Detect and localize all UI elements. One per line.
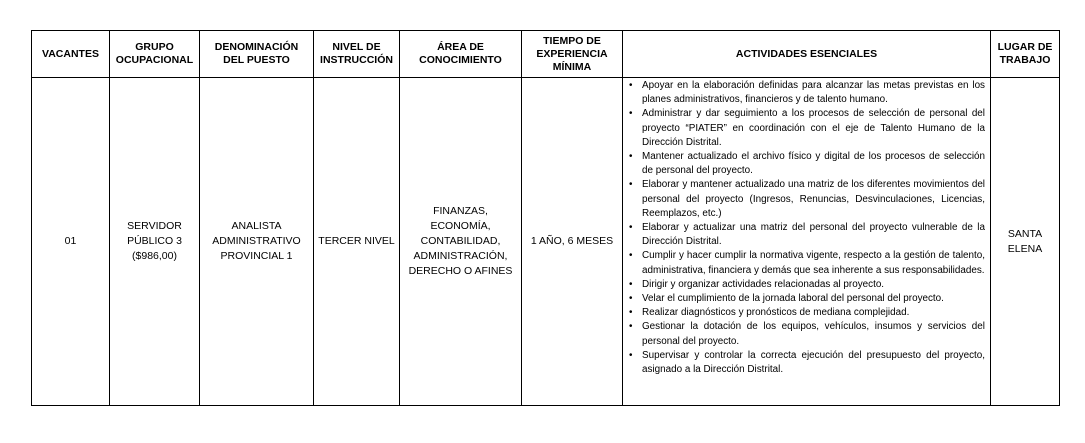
activity-item: • Dirigir y organizar actividades relacionadas al proyecto. (627, 278, 985, 292)
activity-item: • Elaborar y mantener actualizado una matriz de los diferentes movimientos del personal del proyecto (Ingresos, Renuncias, Desvinculaciones, Licencias, Reemplazos, etc.) (627, 178, 985, 221)
activities-list (627, 79, 985, 377)
job-vacancy-table (31, 30, 1060, 406)
activity-item: • Elaborar y actualizar una matriz del personal del proyecto vulnerable de la Dirección Distrital. (627, 221, 985, 249)
header-vacantes: VACANTES (32, 31, 110, 78)
cell-lugar-trabajo: SANTA ELENA (991, 78, 1060, 406)
header-lugar-trabajo: LUGAR DE TRABAJO (991, 31, 1060, 78)
header-row (32, 31, 1060, 78)
header-tiempo-experiencia: TIEMPO DE EXPERIENCIA MÍNIMA (522, 31, 623, 78)
header-grupo-ocupacional: GRUPO OCUPACIONAL (110, 31, 200, 78)
activity-item: • Cumplir y hacer cumplir la normativa vigente, respecto a la gestión de talento, administrativa, financiera y demás que sea inherente a sus responsabilidades. (627, 249, 985, 277)
activity-item: • Mantener actualizado el archivo físico y digital de los procesos de selección de personal del proyecto. (627, 150, 985, 178)
activity-item: • Gestionar la dotación de los equipos, vehículos, insumos y servicios del personal del proyecto. (627, 320, 985, 348)
header-nivel-instruccion: NIVEL DE INSTRUCCIÓN (314, 31, 400, 78)
activity-item: • Apoyar en la elaboración definidas para alcanzar las metas previstas en los planes administrativos, financieros y de talento humano. (627, 79, 985, 107)
table-row (32, 78, 1060, 406)
activity-item: • Administrar y dar seguimiento a los procesos de selección de personal del proyecto “PIATER” en coordinación con el eje de Talento Humano de la Dirección Distrital. (627, 107, 985, 150)
activity-item: • Velar el cumplimiento de la jornada laboral del personal del proyecto. (627, 292, 985, 306)
header-area-conocimiento: ÁREA DE CONOCIMIENTO (400, 31, 522, 78)
activity-item: • Realizar diagnósticos y pronósticos de mediana complejidad. (627, 306, 985, 320)
cell-nivel-instruccion: TERCER NIVEL (314, 78, 400, 406)
cell-tiempo-experiencia: 1 AÑO, 6 MESES (522, 78, 623, 406)
activity-item: • Supervisar y controlar la correcta ejecución del presupuesto del proyecto, asignado a la Dirección Distrital. (627, 349, 985, 377)
header-actividades: ACTIVIDADES ESENCIALES (623, 31, 991, 78)
cell-vacantes: 01 (32, 78, 110, 406)
cell-grupo-ocupacional: SERVIDOR PÚBLICO 3 ($986,00) (110, 78, 200, 406)
cell-area-conocimiento: FINANZAS, ECONOMÍA, CONTABILIDAD, ADMINISTRACIÓN, DERECHO O AFINES (400, 78, 522, 406)
cell-actividades (623, 78, 991, 406)
cell-denominacion: ANALISTA ADMINISTRATIVO PROVINCIAL 1 (200, 78, 314, 406)
header-denominacion: DENOMINACIÓN DEL PUESTO (200, 31, 314, 78)
